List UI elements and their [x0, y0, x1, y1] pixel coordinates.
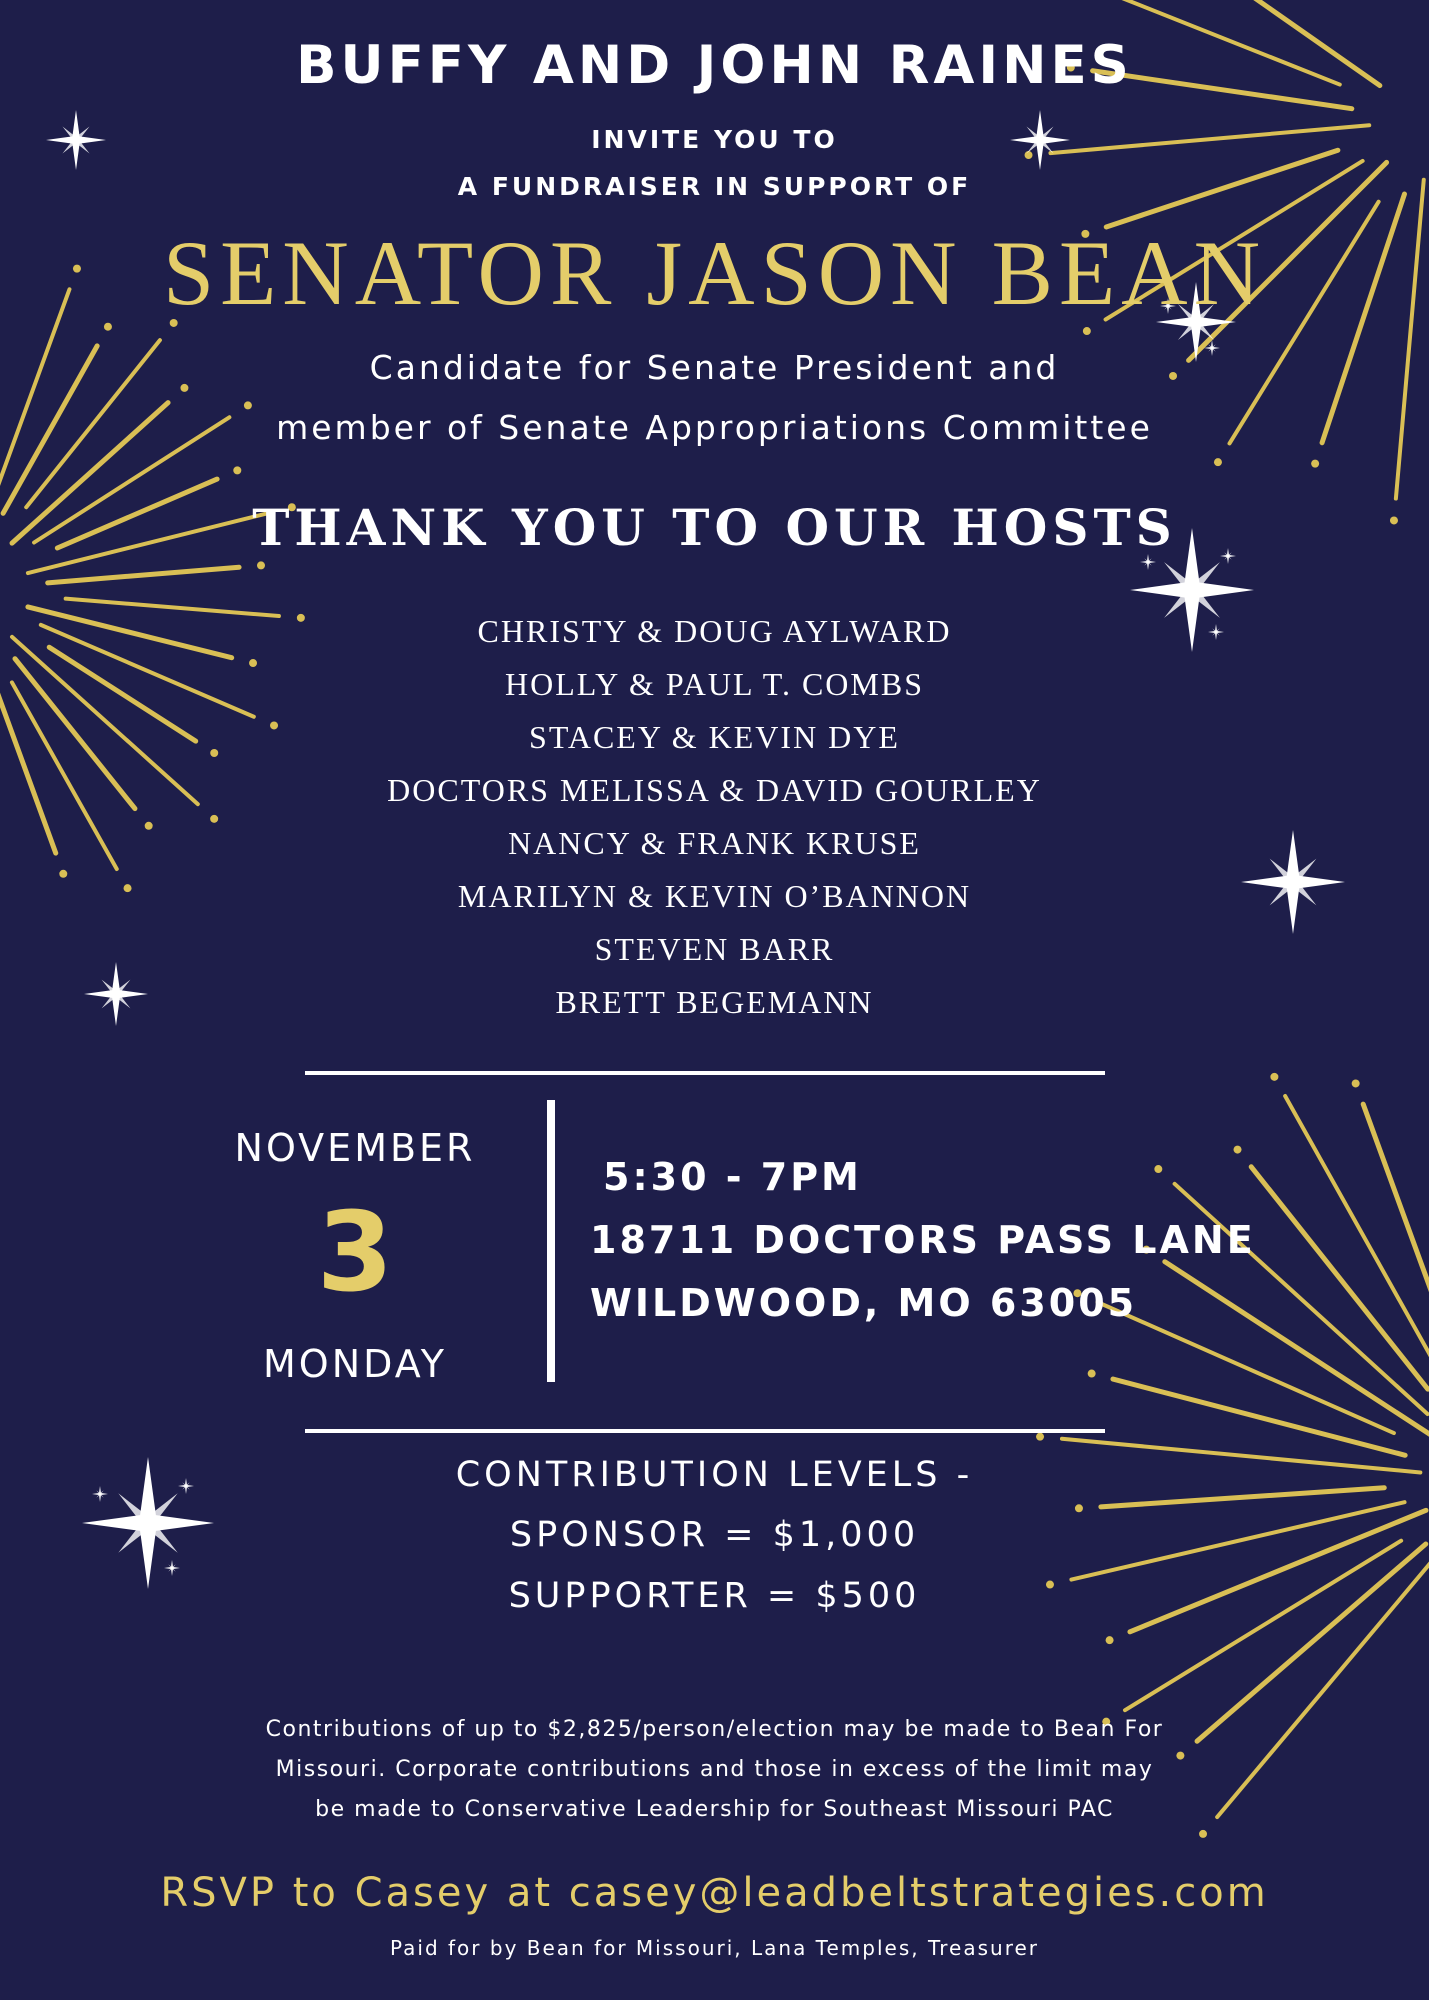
sponsor-level: SPONSOR = $1,000	[509, 1515, 920, 1555]
contribution-disclaimer	[0, 1710, 1429, 1830]
hosts-section-title: THANK YOU TO OUR HOSTS	[252, 498, 1177, 557]
small-sparkle-icon	[164, 1560, 180, 1576]
host-name: BRETT BEGEMANN	[555, 984, 874, 1020]
event-month: NOVEMBER	[234, 1126, 476, 1170]
rsvp-line: RSVP to Casey at casey@leadbeltstrategies.com	[160, 1870, 1269, 1916]
host-name: STACEY & KEVIN DYE	[529, 719, 900, 755]
supporter-level: SUPPORTER = $500	[508, 1576, 921, 1616]
disclaimer-line: Contributions of up to $2,825/person/election may be made to Bean For	[265, 1717, 1164, 1742]
host-list	[0, 605, 1429, 1029]
contribution-levels-title: CONTRIBUTION LEVELS -	[455, 1455, 974, 1495]
disclaimer-line: be made to Conservative Leadership for Southeast Missouri PAC	[315, 1797, 1114, 1822]
invite-line-1: INVITE YOU TO	[591, 125, 838, 154]
host-name: NANCY & FRANK KRUSE	[508, 825, 921, 861]
event-city: WILDWOOD, MO 63005	[590, 1281, 1138, 1325]
candidate-description-line-2: member of Senate Appropriations Committee	[276, 408, 1153, 447]
event-weekday: MONDAY	[263, 1342, 447, 1386]
host-name: DOCTORS MELISSA & DAVID GOURLEY	[387, 772, 1042, 808]
host-name: CHRISTY & DOUG AYLWARD	[477, 613, 952, 649]
event-address: 18711 DOCTORS PASS LANE	[590, 1218, 1256, 1262]
invite-line-2: A FUNDRAISER IN SUPPORT OF	[457, 172, 972, 201]
disclaimer-line: Missouri. Corporate contributions and those in excess of the limit may	[275, 1757, 1154, 1782]
event-time: 5:30 - 7PM	[603, 1155, 862, 1199]
host-name: STEVEN BARR	[594, 931, 835, 967]
event-day: 3	[316, 1188, 394, 1316]
candidate-description-line-1: Candidate for Senate President and	[369, 348, 1060, 387]
vertical-divider	[547, 1100, 555, 1382]
host-name: HOLLY & PAUL T. COMBS	[505, 666, 924, 702]
host-couple-title: BUFFY AND JOHN RAINES	[296, 35, 1133, 96]
top-divider	[305, 1071, 1105, 1075]
candidate-name: SENATOR JASON BEAN	[162, 222, 1267, 324]
bottom-divider	[305, 1429, 1105, 1433]
paid-for-notice: Paid for by Bean for Missouri, Lana Temples, Treasurer	[389, 1936, 1039, 1960]
host-name: MARILYN & KEVIN O’BANNON	[457, 878, 972, 914]
